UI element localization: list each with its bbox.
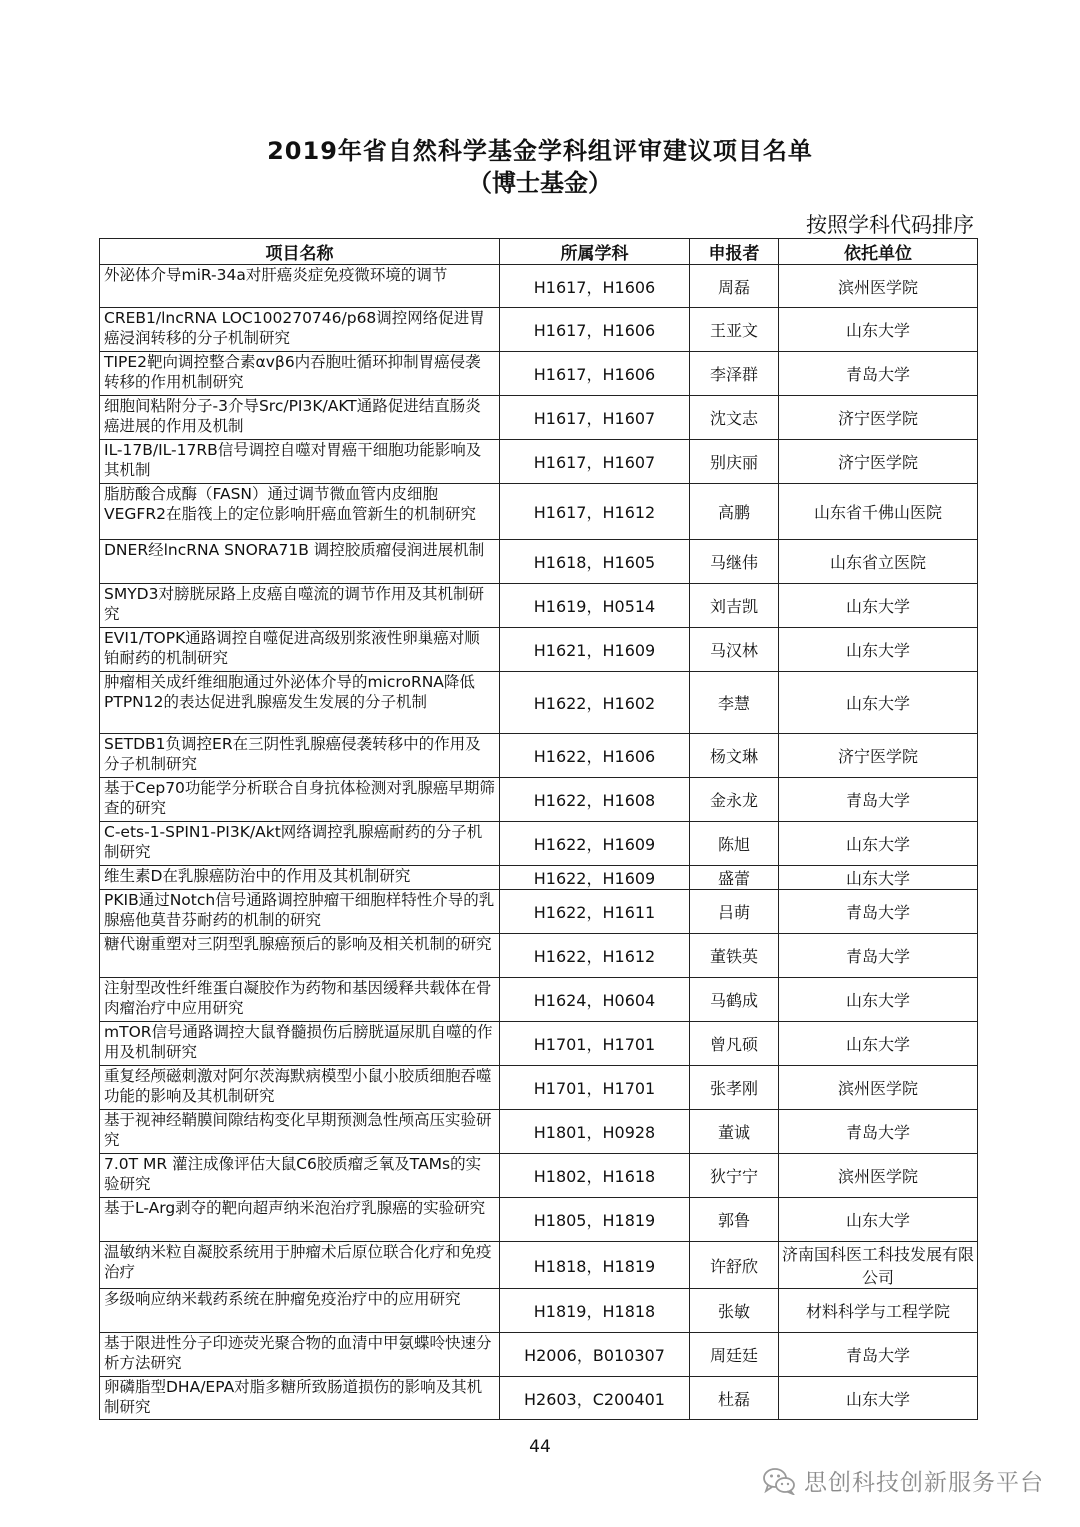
project-name-cell: 注射型改性纤维蛋白凝胶作为药物和基因缓释共载体在骨肉瘤治疗中应用研究: [100, 978, 500, 1022]
organization-cell: 青岛大学: [779, 1110, 978, 1154]
organization-cell: 山东大学: [779, 584, 978, 628]
table-header-row: [100, 239, 978, 265]
project-name-cell: SMYD3对膀胱尿路上皮癌自噬流的调节作用及其机制研究: [100, 584, 500, 628]
applicant-cell: 王亚文: [690, 308, 779, 352]
organization-cell: 青岛大学: [779, 890, 978, 934]
applicant-cell: 李泽群: [690, 352, 779, 396]
applicant-cell: 杨文琳: [690, 734, 779, 778]
subject-code-cell: H1622，H1609: [500, 822, 690, 866]
table-row: [100, 1154, 978, 1198]
project-name-cell: 外泌体介导miR-34a对肝癌炎症免疫微环境的调节: [100, 265, 500, 308]
subject-code-cell: H1701，H1701: [500, 1022, 690, 1066]
project-table: [99, 238, 978, 1420]
project-name-cell: 细胞间粘附分子-3介导Src/PI3K/AKT通路促进结直肠炎癌进展的作用及机制: [100, 396, 500, 440]
project-name-cell: 基于视神经鞘膜间隙结构变化早期预测急性颅高压实验研究: [100, 1110, 500, 1154]
project-name-cell: EVI1/TOPK通路调控自噬促进高级别浆液性卵巢癌对顺铂耐药的机制研究: [100, 628, 500, 672]
applicant-cell: 金永龙: [690, 778, 779, 822]
subject-code-cell: H1622，H1612: [500, 934, 690, 978]
project-name-cell: 脂肪酸合成酶（FASN）通过调节微血管内皮细胞VEGFR2在脂筏上的定位影响肝癌血管新生的机制研究: [100, 484, 500, 540]
applicant-cell: 盛蕾: [690, 866, 779, 890]
table-row: [100, 866, 978, 890]
table-row: [100, 540, 978, 584]
organization-cell: 山东大学: [779, 308, 978, 352]
applicant-cell: 董诚: [690, 1110, 779, 1154]
subject-code-cell: H1805，H1819: [500, 1198, 690, 1242]
project-name-cell: 肿瘤相关成纤维细胞通过外泌体介导的microRNA降低PTPN12的表达促进乳腺癌发生发展的分子机制: [100, 672, 500, 734]
table-row: [100, 734, 978, 778]
organization-cell: 山东大学: [779, 822, 978, 866]
organization-cell: 济宁医学院: [779, 734, 978, 778]
organization-cell: 济宁医学院: [779, 396, 978, 440]
subject-code-cell: H1819，H1818: [500, 1289, 690, 1333]
project-name-cell: 维生素D在乳腺癌防治中的作用及其机制研究: [100, 866, 500, 890]
document-title: 2019年省自然科学基金学科组评审建议项目名单: [267, 137, 813, 165]
document-subtitle: （博士基金）: [468, 169, 612, 197]
watermark-text: 思创科技创新服务平台: [804, 1470, 1044, 1496]
table-row: [100, 440, 978, 484]
subject-code-cell: H1617，H1606: [500, 352, 690, 396]
subject-code-cell: H1617，H1607: [500, 440, 690, 484]
watermark: [762, 1464, 1044, 1497]
page-number: 44: [529, 1437, 551, 1457]
project-name-cell: 糖代谢重塑对三阴型乳腺癌预后的影响及相关机制的研究: [100, 934, 500, 978]
subject-code-cell: H1617，H1612: [500, 484, 690, 540]
subject-code-cell: H1701，H1701: [500, 1066, 690, 1110]
table-row: [100, 628, 978, 672]
table-row: [100, 396, 978, 440]
applicant-cell: 许舒欣: [690, 1242, 779, 1289]
subject-code-cell: H1617，H1607: [500, 396, 690, 440]
organization-cell: 材料科学与工程学院: [779, 1289, 978, 1333]
table-row: [100, 822, 978, 866]
subject-code-cell: H1618，H1605: [500, 540, 690, 584]
organization-cell: 山东大学: [779, 866, 978, 890]
applicant-cell: 别庆丽: [690, 440, 779, 484]
organization-cell: 山东大学: [779, 628, 978, 672]
applicant-cell: 高鹏: [690, 484, 779, 540]
table-row: [100, 352, 978, 396]
subject-code-cell: H1818，H1819: [500, 1242, 690, 1289]
organization-cell: 山东省千佛山医院: [779, 484, 978, 540]
applicant-cell: 刘吉凯: [690, 584, 779, 628]
subject-code-cell: H1619，H0514: [500, 584, 690, 628]
project-name-cell: 卵磷脂型DHA/EPA对脂多糖所致肠道损伤的影响及其机制研究: [100, 1377, 500, 1420]
table-row: [100, 1333, 978, 1377]
project-name-cell: 基于限进性分子印迹荧光聚合物的血清中甲氨蝶呤快速分析方法研究: [100, 1333, 500, 1377]
project-name-cell: mTOR信号通路调控大鼠脊髓损伤后膀胱逼尿肌自噬的作用及机制研究: [100, 1022, 500, 1066]
organization-cell: 山东大学: [779, 1198, 978, 1242]
table-row: [100, 1110, 978, 1154]
applicant-cell: 马汉林: [690, 628, 779, 672]
subject-code-cell: H1622，H1602: [500, 672, 690, 734]
subject-code-cell: H1622，H1611: [500, 890, 690, 934]
table-row: [100, 978, 978, 1022]
applicant-cell: 张敏: [690, 1289, 779, 1333]
project-name-cell: DNER经lncRNA SNORA71B 调控胶质瘤侵润进展机制: [100, 540, 500, 584]
header-subject: 所属学科: [500, 239, 690, 265]
project-name-cell: C-ets-1-SPIN1-PI3K/Akt网络调控乳腺癌耐药的分子机制研究: [100, 822, 500, 866]
table-row: [100, 1242, 978, 1289]
applicant-cell: 张孝刚: [690, 1066, 779, 1110]
project-name-cell: 基于Cep70功能学分析联合自身抗体检测对乳腺癌早期筛查的研究: [100, 778, 500, 822]
project-name-cell: 基于L-Arg剥夺的靶向超声纳米泡治疗乳腺癌的实验研究: [100, 1198, 500, 1242]
applicant-cell: 李慧: [690, 672, 779, 734]
applicant-cell: 沈文志: [690, 396, 779, 440]
applicant-cell: 马鹤成: [690, 978, 779, 1022]
organization-cell: 山东大学: [779, 1022, 978, 1066]
table-row: [100, 1377, 978, 1420]
project-name-cell: SETDB1负调控ER在三阴性乳腺癌侵袭转移中的作用及分子机制研究: [100, 734, 500, 778]
header-organization: 依托单位: [779, 239, 978, 265]
project-name-cell: 多级响应纳米载药系统在肿瘤免疫治疗中的应用研究: [100, 1289, 500, 1333]
subject-code-cell: H1624，H0604: [500, 978, 690, 1022]
organization-cell: 青岛大学: [779, 778, 978, 822]
applicant-cell: 马继伟: [690, 540, 779, 584]
table-row: [100, 1022, 978, 1066]
sort-note: 按照学科代码排序: [806, 213, 974, 237]
table-row: [100, 308, 978, 352]
subject-code-cell: H1622，H1608: [500, 778, 690, 822]
applicant-cell: 董铁英: [690, 934, 779, 978]
subject-code-cell: H1802，H1618: [500, 1154, 690, 1198]
organization-cell: 滨州医学院: [779, 265, 978, 308]
project-name-cell: 7.0T MR 灌注成像评估大鼠C6胶质瘤乏氧及TAMs的实验研究: [100, 1154, 500, 1198]
applicant-cell: 狄宁宁: [690, 1154, 779, 1198]
header-applicant: 申报者: [690, 239, 779, 265]
project-name-cell: 温敏纳米粒自凝胶系统用于肿瘤术后原位联合化疗和免疫治疗: [100, 1242, 500, 1289]
applicant-cell: 周廷廷: [690, 1333, 779, 1377]
header-project-name: 项目名称: [100, 239, 500, 265]
table-row: [100, 265, 978, 308]
project-name-cell: 重复经颅磁刺激对阿尔茨海默病模型小鼠小胶质细胞吞噬功能的影响及其机制研究: [100, 1066, 500, 1110]
subject-code-cell: H2603，C200401: [500, 1377, 690, 1420]
organization-cell: 山东省立医院: [779, 540, 978, 584]
project-name-cell: IL-17B/IL-17RB信号调控自噬对胃癌干细胞功能影响及其机制: [100, 440, 500, 484]
table-row: [100, 934, 978, 978]
table-row: [100, 672, 978, 734]
project-name-cell: TIPE2靶向调控整合素αvβ6内吞胞吐循环抑制胃癌侵袭转移的作用机制研究: [100, 352, 500, 396]
organization-cell: 青岛大学: [779, 352, 978, 396]
table-body: [100, 265, 978, 1420]
applicant-cell: 郭鲁: [690, 1198, 779, 1242]
table-row: [100, 584, 978, 628]
organization-cell: 山东大学: [779, 1377, 978, 1420]
organization-cell: 济南国科医工科技发展有限公司: [779, 1242, 978, 1289]
subject-code-cell: H1801，H0928: [500, 1110, 690, 1154]
table-row: [100, 1066, 978, 1110]
table-row: [100, 1198, 978, 1242]
organization-cell: 青岛大学: [779, 1333, 978, 1377]
organization-cell: 济宁医学院: [779, 440, 978, 484]
table-row: [100, 484, 978, 540]
organization-cell: 滨州医学院: [779, 1066, 978, 1110]
table-row: [100, 1289, 978, 1333]
applicant-cell: 陈旭: [690, 822, 779, 866]
project-name-cell: PKIB通过Notch信号通路调控肿瘤干细胞样特性介导的乳腺癌他莫昔芬耐药的机制的研究: [100, 890, 500, 934]
project-name-cell: CREB1/lncRNA LOC100270746/p68调控网络促进胃癌浸润转移的分子机制研究: [100, 308, 500, 352]
subject-code-cell: H1617，H1606: [500, 308, 690, 352]
subject-code-cell: H1617，H1606: [500, 265, 690, 308]
wechat-icon: [762, 1467, 796, 1495]
organization-cell: 滨州医学院: [779, 1154, 978, 1198]
subject-code-cell: H1622，H1609: [500, 866, 690, 890]
table-row: [100, 890, 978, 934]
applicant-cell: 曾凡硕: [690, 1022, 779, 1066]
organization-cell: 山东大学: [779, 672, 978, 734]
subject-code-cell: H2006，B010307: [500, 1333, 690, 1377]
organization-cell: 青岛大学: [779, 934, 978, 978]
subject-code-cell: H1622，H1606: [500, 734, 690, 778]
organization-cell: 山东大学: [779, 978, 978, 1022]
applicant-cell: 周磊: [690, 265, 779, 308]
table-row: [100, 778, 978, 822]
applicant-cell: 杜磊: [690, 1377, 779, 1420]
applicant-cell: 吕萌: [690, 890, 779, 934]
subject-code-cell: H1621，H1609: [500, 628, 690, 672]
